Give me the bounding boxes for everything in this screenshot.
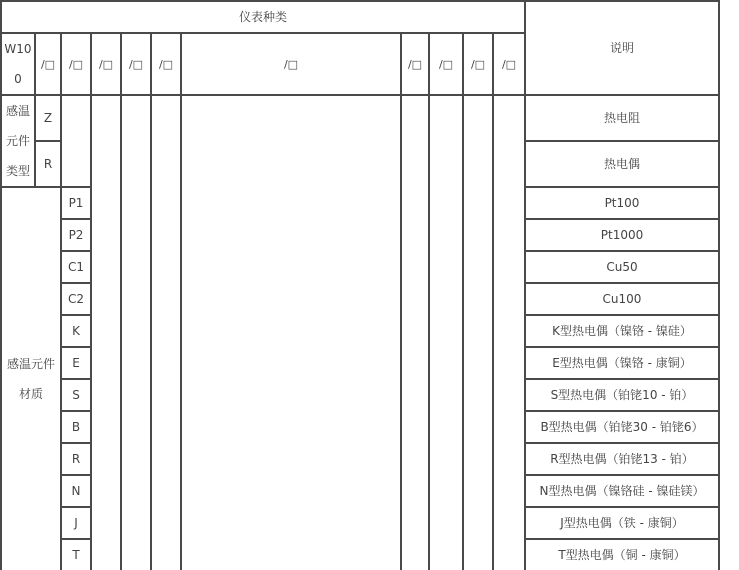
material-code-cell: S [72, 387, 80, 402]
type-desc-cell: 热电偶 [603, 156, 640, 171]
explain-header: 说明 [609, 40, 634, 55]
material-code-cell: T [72, 547, 80, 562]
material-desc-cell: B型热电偶（铂铑30 - 铂铑6） [540, 419, 704, 434]
grid-line [150, 32, 152, 570]
material-desc-cell: S型热电偶（铂铑10 - 铂） [550, 387, 694, 402]
material-desc-cell: K型热电偶（镍铬 - 镍硅） [552, 323, 692, 338]
grid-line [400, 32, 402, 570]
type-code-cell: Z [43, 110, 53, 125]
type-desc-cell: 热电阻 [603, 110, 640, 125]
slot-header: /□ [501, 57, 517, 71]
material-desc-cell: R型热电偶（铂铑13 - 铂） [550, 451, 694, 466]
sensor-material-group-label [2, 188, 60, 570]
group-label-line: 元件 [5, 134, 30, 148]
material-code-cell: J [74, 515, 78, 530]
grid-line [718, 0, 720, 570]
material-desc-cell: Pt1000 [600, 227, 644, 242]
slot-header: /□ [40, 57, 56, 71]
group-label-line: 感温元件 [6, 357, 55, 371]
slot-header: /□ [283, 57, 299, 71]
grid-line [462, 32, 464, 570]
code-header-line: 0 [14, 72, 22, 86]
material-code-cell: P2 [68, 227, 84, 242]
group-label-line: 类型 [5, 164, 30, 178]
material-code-cell: B [71, 419, 81, 434]
code-header-line: W10 [4, 42, 32, 56]
slot-header: /□ [470, 57, 486, 71]
material-desc-cell: T型热电偶（铜 - 康铜） [558, 547, 686, 562]
slot-header: /□ [407, 57, 423, 71]
grid-line [90, 32, 92, 570]
material-code-cell: K [72, 323, 80, 338]
slot-header: /□ [68, 57, 84, 71]
code-header [2, 34, 34, 94]
material-desc-cell: N型热电偶（镍铬硅 - 镍硅镁） [539, 483, 705, 498]
material-desc-cell: Pt100 [604, 195, 640, 210]
material-code-cell: N [71, 483, 81, 498]
material-code-cell: E [72, 355, 80, 370]
slot-header: /□ [128, 57, 144, 71]
grid-line [120, 32, 122, 570]
grid-line [428, 32, 430, 570]
table-title: 仪表种类 [238, 9, 287, 24]
grid-line [492, 32, 494, 570]
material-code-cell: P1 [68, 195, 84, 210]
material-code-cell: C1 [67, 259, 84, 274]
slot-header: /□ [98, 57, 114, 71]
type-code-cell: R [43, 156, 53, 171]
material-desc-cell: E型热电偶（镍铬 - 康铜） [552, 355, 692, 370]
material-code-cell: R [71, 451, 81, 466]
material-desc-cell: Cu50 [606, 259, 638, 274]
slot-header: /□ [438, 57, 454, 71]
material-desc-cell: Cu100 [602, 291, 642, 306]
group-label-line: 材质 [18, 387, 43, 401]
sensor-type-group-label [2, 96, 34, 186]
slot-header: /□ [158, 57, 174, 71]
material-code-cell: C2 [67, 291, 84, 306]
grid-line [180, 32, 182, 570]
material-desc-cell: J型热电偶（铁 - 康铜） [560, 515, 684, 530]
group-label-line: 感温 [5, 104, 30, 118]
